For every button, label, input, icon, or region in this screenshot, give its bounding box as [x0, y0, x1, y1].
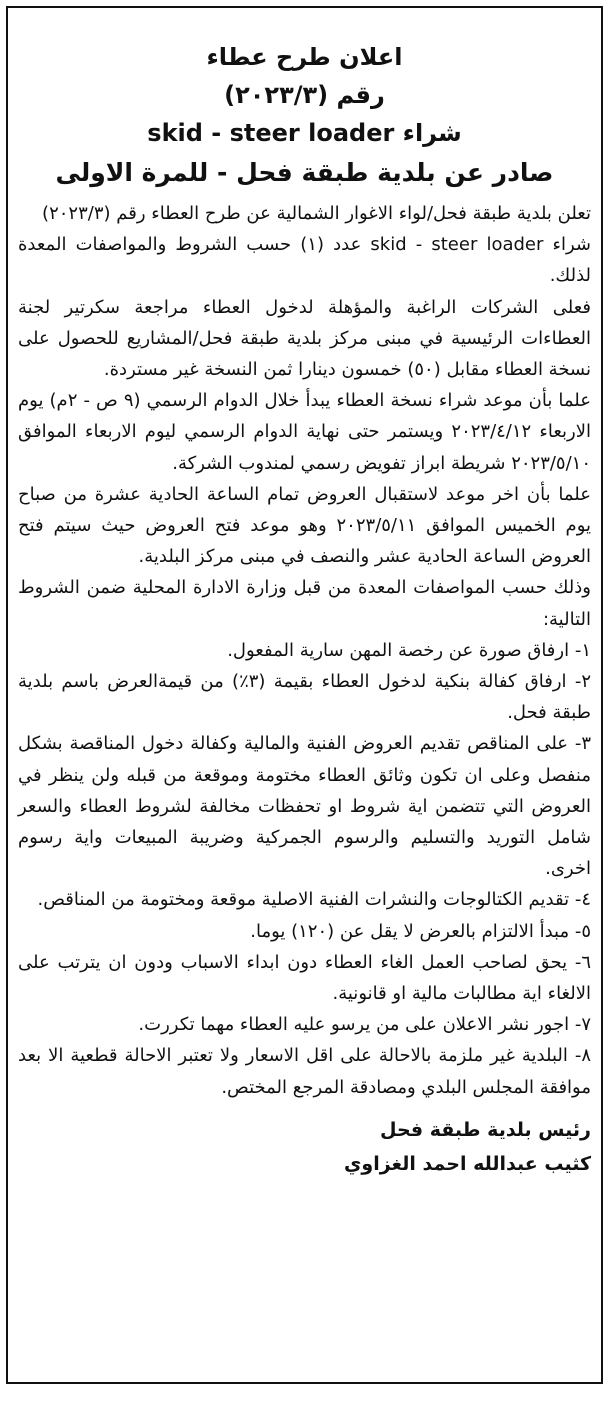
condition-item: ٤- تقديم الكتالوجات والنشرات الفنية الاصلية موقعة ومختومة من المناقص.	[37, 889, 591, 911]
announcement-frame	[6, 6, 603, 1384]
signature-block	[18, 1113, 591, 1181]
condition-item: ٣- على المناقص تقديم العروض الفنية والمالية وكفالة دخول المناقصة بشكل منفصل وعلى ان تكون وثائق العطاء مختومة وموقعة من قبله ولن ينظر في العروض التي تتضمن اية شروط او تحفظات مخالفة لشروط العطاء والسعر شامل التوريد والتسليم والرسوم الجمركية وضريبة المبيعات واية رسوم اخرى.	[18, 733, 591, 880]
tender-number: رقم (٢٠٢٣/٣)	[224, 81, 385, 109]
signatory-title: رئيس بلدية طبقة فحل	[380, 1118, 591, 1141]
announcement-body	[18, 198, 591, 1103]
announcement-header	[18, 38, 591, 194]
signatory-name: كثيب عبدالله احمد الغزاوي	[344, 1152, 591, 1175]
condition-item: ٢- ارفاق كفالة بنكية لدخول العطاء بقيمة (٣٪) من قيمةالعرض باسم بلدية طبقة فحل.	[18, 671, 591, 724]
condition-item: ٥- مبدأ الالتزام بالعرض لا يقل عن (١٢٠) يوما.	[250, 920, 591, 942]
paragraph-intro: تعلن بلدية طبقة فحل/لواء الاغوار الشمالية عن طرح العطاء رقم (٢٠٢٣/٣)	[42, 203, 591, 224]
condition-item: ١- ارفاق صورة عن رخصة المهن سارية المفعول.	[227, 639, 591, 661]
paragraph-contact: فعلى الشركات الراغبة والمؤهلة لدخول العطاء مراجعة سكرتير لجنة العطاءات الرئيسية في مبنى مركز بلدية طبقة فحل/المشاريع للحصول على نسخة العطاء مقابل (٥٠) خمسون دينارا ثمن النسخة غير مستردة.	[18, 296, 591, 381]
condition-item: ٦- يحق لصاحب العمل الغاء العطاء دون ابداء الاسباب ودون ان يترتب على الالغاء اية مطالبات مالية او قانونية.	[18, 951, 591, 1005]
tender-subject: شراء skid - steer loader	[147, 119, 462, 147]
issuer-line: صادر عن بلدية طبقة فحل - للمرة الاولى	[55, 158, 554, 187]
condition-item: ٨- البلدية غير ملزمة بالاحالة على اقل الاسعار ولا تعتبر الاحالة قطعية الا بعد موافقة المجلس البلدي ومصادقة المرجع المختص.	[18, 1045, 591, 1098]
paragraph-conditions-intro: وذلك حسب المواصفات المعدة من قبل وزارة الادارة المحلية ضمن الشروط التالية:	[18, 577, 591, 630]
paragraph-purchase: شراء skid - steer loader عدد (١) حسب الشروط والمواصفات المعدة لذلك.	[18, 234, 591, 287]
paragraph-purchase-dates: علما بأن موعد شراء نسخة العطاء يبدأ خلال الدوام الرسمي (٩ ص - ٢م) يوم الاربعاء ٢٠٢٣/٤/١٢ ويستمر حتى نهاية الدوام الرسمي ليوم الاربعاء الموافق ٢٠٢٣/٥/١٠ شريطة ابراز تفويض رسمي لمندوب الشركة.	[18, 390, 592, 474]
condition-item: ٧- اجور نشر الاعلان على من يرسو عليه العطاء مهما تكررت.	[138, 1014, 591, 1036]
paragraph-deadline: علما بأن اخر موعد لاستقبال العروض تمام الساعة الحادية عشرة من صباح يوم الخميس الموافق ٢٠٢٣/٥/١١ وهو موعد فتح العروض حيث سيتم فتح العروض الساعة الحادية عشر والنصف في مبنى مركز البلدية.	[18, 483, 591, 568]
announcement-title: اعلان طرح عطاء	[206, 43, 403, 71]
